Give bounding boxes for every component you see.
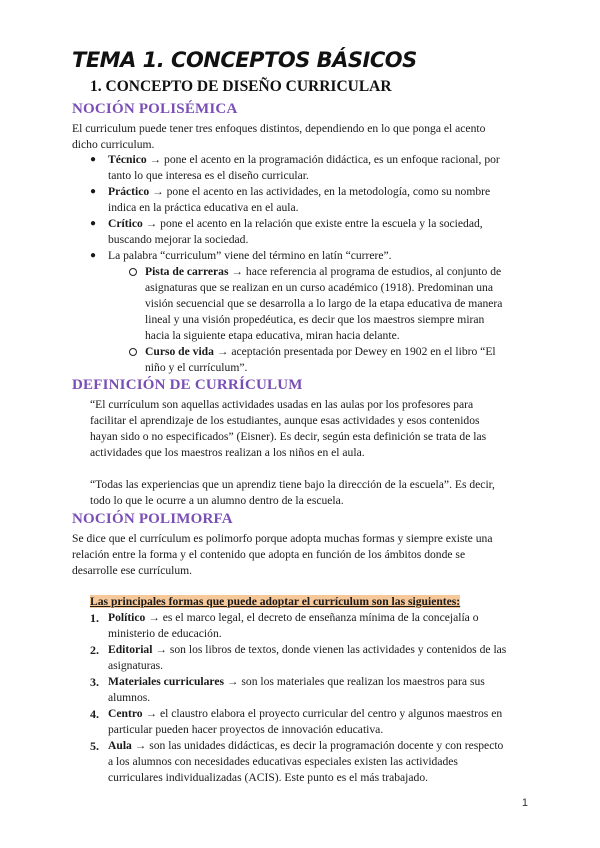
section-heading: 1. CONCEPTO DE DISEÑO CURRICULAR	[90, 78, 392, 95]
paragraph-line: actividades que los maestros realizan a los niños en el aula.	[90, 446, 365, 459]
numbered-item-continuation: ministerio de educación.	[108, 627, 222, 640]
numbered-item: Político → es el marco legal, el decreto de enseñanza mínima de la concejalía o	[108, 611, 479, 624]
paragraph-line: El curriculum puede tener tres enfoques distintos, dependiendo en lo que ponga el acento	[72, 122, 486, 135]
numbered-item: Aula → son las unidades didácticas, es decir la programación docente y con respecto	[108, 739, 504, 752]
bullet-icon: ●	[90, 250, 97, 261]
list-number: 5.	[90, 739, 99, 753]
sub-list-item: Curso de vida → aceptación presentada por Dewey en 1902 en el libro “El	[145, 345, 496, 358]
highlighted-statement: Las principales formas que puede adoptar el currículum son las siguientes:	[90, 595, 461, 608]
paragraph-line: todo lo que le ocurre a un alumno dentro de la escuela.	[90, 494, 344, 507]
document-title: TEMA 1. CONCEPTOS BÁSICOS	[72, 48, 417, 72]
list-number: 2.	[90, 643, 99, 657]
numbered-item-continuation: asignaturas.	[108, 659, 164, 672]
paragraph-line: desarrolle ese currículum.	[72, 564, 193, 577]
list-number: 1.	[90, 611, 99, 625]
numbered-item-continuation: curriculares individualizadas (ACIS). Este punto es el más trabajado.	[108, 771, 429, 784]
paragraph-line: “El currículum son aquellas actividades usadas en las aulas por los profesores para	[90, 398, 474, 411]
list-item-continuation: indica en la práctica educativa en el aula.	[108, 201, 299, 214]
numbered-item: Centro → el claustro elabora el proyecto curricular del centro y algunos maestros en	[108, 707, 503, 720]
sub-list-item-continuation: hacia la siguiente etapa educativa, miran hacia delante.	[145, 329, 400, 342]
numbered-item-continuation: a los alumnos con necesidades educativas especiales existen las actividades	[108, 755, 458, 768]
sub-list-item-continuation: niño y el currículum”.	[145, 361, 248, 374]
sub-list-item: Pista de carreras → hace referencia al programa de estudios, al conjunto de	[145, 265, 502, 278]
list-number: 3.	[90, 675, 99, 689]
numbered-item-continuation: alumnos.	[108, 691, 151, 704]
bullet-icon: ●	[90, 218, 97, 229]
paragraph-line: facilitar el aprendizaje de los estudiantes, aunque esas actividades y esos contenidos	[90, 414, 480, 427]
bullet-icon: ●	[90, 186, 97, 197]
circle-bullet-icon	[129, 268, 137, 276]
list-item: La palabra “curriculum” viene del término en latín “currere”.	[108, 249, 392, 262]
paragraph-line: dicho curriculum.	[72, 138, 155, 151]
bullet-icon: ●	[90, 154, 97, 165]
page-number: 1	[521, 797, 528, 809]
numbered-item: Editorial → son los libros de textos, donde vienen las actividades y contenidos de las	[108, 643, 507, 656]
sub-list-item-continuation: asignaturas que se realizan en un curso académico (1918). Predominan una	[145, 281, 494, 294]
sub-list-item-continuation: lineal y una visión propedéutica, es decir que los maestros siempre miran	[145, 313, 485, 326]
list-item: Técnico → pone el acento en la programación didáctica, es un enfoque racional, por	[108, 153, 500, 166]
subsection-heading-polimorfa: NOCIÓN POLIMORFA	[72, 511, 233, 527]
subsection-heading-definicion: DEFINICIÓN DE CURRÍCULUM	[72, 377, 303, 393]
paragraph-line: “Todas las experiencias que un aprendiz tiene bajo la dirección de la escuela”. Es decir,	[90, 478, 495, 491]
list-item: Crítico → pone el acento en la relación que existe entre la escuela y la sociedad,	[108, 217, 483, 230]
paragraph-line: Se dice que el currículum es polimorfo porque adopta muchas formas y siempre existe una	[72, 532, 493, 545]
list-item-continuation: buscando mejorar la sociedad.	[108, 233, 249, 246]
circle-bullet-icon	[129, 348, 137, 356]
list-item-continuation: tanto lo que interesa es el diseño curricular.	[108, 169, 309, 182]
list-number: 4.	[90, 707, 99, 721]
numbered-item-continuation: particular pueden hacer proyectos de innovación educativa.	[108, 723, 384, 736]
sub-list-item-continuation: visión secuencial que se desarrolla a lo largo de la etapa educativa de manera	[145, 297, 503, 310]
paragraph-line: hayan sido o no especificados” (Eisner). Es decir, según esta definición se trata de las	[90, 430, 487, 443]
list-item: Práctico → pone el acento en las actividades, en la metodología, como su nombre	[108, 185, 491, 198]
numbered-item: Materiales curriculares → son los materiales que realizan los maestros para sus	[108, 675, 485, 688]
paragraph-line: relación entre la forma y el contenido que adopta en función de los ámbitos donde se	[72, 548, 466, 561]
subsection-heading-polisemica: NOCIÓN POLISÉMICA	[72, 101, 238, 117]
